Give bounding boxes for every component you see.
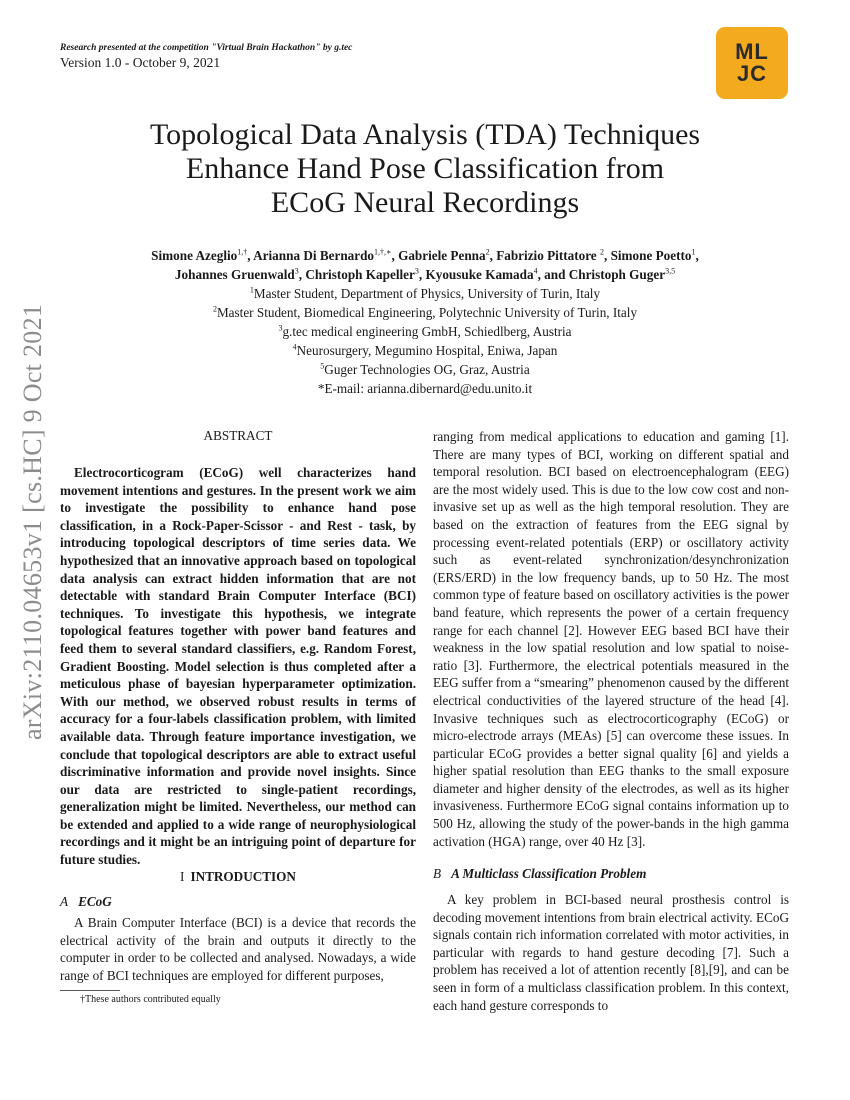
affil-number: 3 (278, 323, 283, 333)
author-name: Simone Poetto (610, 248, 692, 263)
right-column-body-2 (433, 891, 789, 1014)
right-column-body (433, 428, 789, 850)
author-affil-sup: 4 (533, 266, 538, 276)
author-affil-sup: 3,5 (665, 266, 676, 276)
author-name: Simone Azeglio (151, 248, 238, 263)
affiliation (60, 322, 790, 341)
footnote-rule (60, 990, 120, 991)
paragraph: A Brain Computer Interface (BCI) is a device that records the electrical activity of the brain and outputs it directly to the computer in order to be collected and analysed. Nowadays, a wide range of BCI techniques are employed for different purposes, (60, 915, 416, 983)
title-line: Enhance Hand Pose Classification from (185, 152, 665, 185)
author-name: Christoph Guger (568, 267, 666, 282)
affil-text: *E-mail: arianna.dibernard@edu.unito.it (317, 381, 533, 396)
paper-title (80, 118, 770, 220)
subsection-heading (433, 866, 646, 882)
paragraph: ranging from medical applications to education and gaming [1]. There are many types of BCI, working on different spatial and temporal resolution. BCI based on electroencephalogram (EEG) are the most widely used. This is due to the low cow cost and non-invasive set up as well as the high temporal resolution. They are based on the extraction of features from the EEG signal by processing event-related potentials (ERP) or oscillatory activity such as event-related synchronization/desynchronization (ERS/ERD) in the low frequency bands, up to 50 Hz. The most common type of feature based on oscillatory activities is the power band feature, which represents the power of a certain frequency range for each channel [2]. However EEG based BCI have their weakness in the low spatial resolution and low spatial to noise-ratio [3]. Furthermore, the electrical potentials measured in the EEG suffer from a “smearing” phenomenon caused by the different electrical conductivities of the layered structure of the head [4]. Invasive techniques such as electrocorticography (ECoG) or micro-electrode arrays (MEAs) [5] can overcome these issues. In particular ECoG provides a better signal quality [6] and yields a higher spatial resolution than EEG thanks to the small exposure diameter and higher density of the electrodes, as well as its higher invasiveness. Furthermore ECoG signal contains information up to 500 Hz, allowing the study of the power-bands in the high gamma activation (HGA) range, over 40 Hz [3]. (433, 429, 789, 849)
affil-number: 4 (292, 342, 297, 352)
author-name: Kyousuke Kamada (425, 267, 534, 282)
author-name: Gabriele Penna (398, 248, 486, 263)
mljc-logo (716, 27, 788, 99)
author-name: Johannes Gruenwald (174, 267, 295, 282)
author-affil-sup: 1,† (237, 247, 248, 257)
affil-number: 2 (212, 304, 217, 314)
left-column-body (60, 914, 416, 984)
author-list (60, 246, 790, 284)
footnote: †These authors contributed equally (80, 994, 221, 1005)
abstract-heading: ABSTRACT (203, 428, 273, 443)
affil-number: 5 (320, 361, 325, 371)
affiliation (60, 360, 790, 379)
affiliation (60, 303, 790, 322)
subsection-heading (60, 894, 112, 910)
author-affil-sup: 3 (414, 266, 419, 276)
affil-text: Master Student, Department of Physics, University of Turin, Italy (253, 286, 601, 301)
author-affil-sup: 2 (485, 247, 490, 257)
subsection-title: A Multiclass Classification Problem (451, 866, 647, 881)
author-affil-sup: 1 (691, 247, 696, 257)
affil-text: Guger Technologies OG, Graz, Austria (324, 362, 530, 377)
author-affil-sup: 3 (294, 266, 299, 276)
affiliation (60, 284, 790, 303)
affil-text: Master Student, Biomedical Engineering, Polytechnic University of Turin, Italy (216, 305, 638, 320)
affiliation-list (60, 284, 790, 398)
author-name: Fabrizio Pittatore (496, 248, 597, 263)
title-line: Topological Data Analysis (TDA) Techniques (149, 118, 701, 151)
abstract-text: Electrocorticogram (ECoG) well characterizes hand movement intentions and gestures. In the present work we aim to investigate the possibility to enhance hand pose classification, in a Rock-Paper-Scissor - and Rest - task, by introducing topological descriptors of time series data. We hypothesized that an innovative approach based on topological data analysis can extract hidden information that are not detectable with standard Brain Computer Interface (BCI) techniques. To investigate this hypothesis, we integrate topological features together with power band features and feed them to several standard classifiers, e.g. Random Forest, Gradient Boosting. Model selection is thus completed after a meticulous phase of bayesian hyperparameter optimization. With our method, we observed robust results in terms of accuracy for a four-labels classification problem, with limited available data. Through feature importance investigation, we conclude that topological descriptors are able to extract useful discriminative information and provide novel insights. Since our data are restricted to single-patient recordings, generalization might be limited. Nevertheless, our method can be extended and applied to a wide range of neurophysiological recordings and it might be an intriguing point of departure for future studies. (60, 465, 416, 868)
author-line: Johannes Gruenwald$^3$, Christoph Kapeller$^3$, Kyousuke Kamada$^4$, and Christoph Guger$^{3,5}$ (174, 266, 676, 282)
author-affil-sup: 1,†,∗ (374, 247, 392, 257)
paragraph: A key problem in BCI-based neural prosthesis control is decoding movement intentions from brain electrical activity. ECoG signals contain rich information correlated with motor activities, in particular with regards to hand gesture decoding [7]. Such a problem has received a lot of attention recently [8],[9], and can be seen in form of a multiclass classification problem. In this context, each hand gesture corresponds to (433, 892, 789, 1013)
competition-note: Research presented at the competition "Virtual Brain Hackathon" by g.tec (60, 43, 353, 53)
author-name: Christoph Kapeller (305, 267, 415, 282)
author-affil-sup: 2 (599, 247, 604, 257)
subsection-letter: A (60, 894, 69, 909)
section-number: I (180, 869, 185, 884)
affil-text: g.tec medical engineering GmbH, Schiedlberg, Austria (282, 324, 572, 339)
version-line: Version 1.0 - October 9, 2021 (60, 55, 221, 70)
logo-text-top: ML (735, 39, 769, 64)
affil-text: Neurosurgery, Megumino Hospital, Eniwa, Japan (296, 343, 558, 358)
affiliation (60, 341, 790, 360)
arxiv-stamp: arXiv:2110.04653v1 [cs.HC] 9 Oct 2021 (18, 303, 47, 740)
affil-number: 1 (249, 285, 254, 295)
subsection-letter: B (433, 866, 442, 881)
author-line: Simone Azeglio$^{1,\dagger}$, Arianna Di Bernardo$^{1,\dagger,∗}$, Gabriele Penna$^2$, Fabrizio Pittatore $^2$, Simone Poetto$^1$, (151, 247, 699, 263)
author-name: Arianna Di Bernardo (253, 248, 375, 263)
subsection-title: ECoG (78, 894, 112, 909)
contact-email (60, 379, 790, 398)
section-heading (60, 869, 416, 885)
title-line: ECoG Neural Recordings (270, 186, 580, 219)
section-title: INTRODUCTION (190, 869, 296, 884)
logo-text-bottom: JC (736, 61, 768, 86)
